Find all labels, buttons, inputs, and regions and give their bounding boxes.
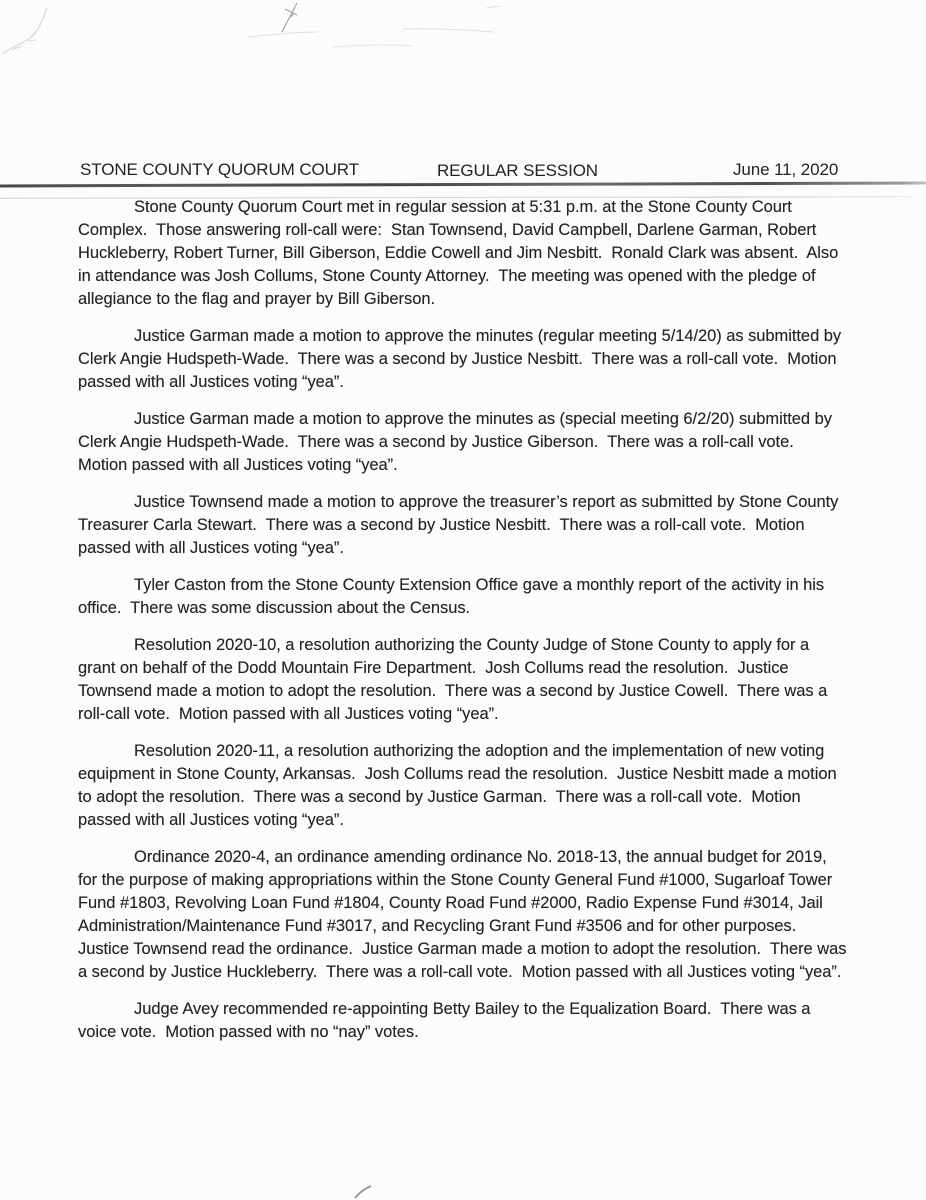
paragraph-ordinance-2020-4: Ordinance 2020-4, an ordinance amending ordinance No. 2018-13, the annual budget for 2019, for the purpose of making appropriations within the Stone County General Fund #1000, Sugarloaf Tower Fund #1803, Revolving Loan Fund #1804, County Road Fund #2000, Radio Expense Fund #3014, Jail Administration/Maintenance Fund #3017, and Recycling Grant Fund #3506 and for other purposes. Justice Townsend read the ordinance. Justice Garman made a motion to adopt the resolution. There was a second by Justice Huckleberry. There was a roll-call vote. Motion passed with all Justices voting “yea”. [78,848,851,981]
scan-hairline-3 [486,6,500,8]
header-date: June 11, 2020 [733,160,839,179]
header-session-type: REGULAR SESSION [437,161,598,180]
header-court-title: STONE COUNTY QUORUM COURT [80,160,359,179]
paragraph-extension-office: Tyler Caston from the Stone County Extension Office gave a monthly report of the activity in his office. There was some discussion about the Census. [78,576,829,617]
paragraph-minutes-special: Justice Garman made a motion to approve the minutes as (special meeting 6/2/20) submitted by Clerk Angie Hudspeth-Wade. There was a second by Justice Giberson. There was a roll-call vote. Motion passed with all Justices voting “yea”. [78,410,837,474]
paragraph-minutes-regular: Justice Garman made a motion to approve the minutes (regular meeting 5/14/20) as submitted by Clerk Angie Hudspeth-Wade. There was a second by Justice Nesbitt. There was a roll-call vote. Motion passed with all Justices voting “yea”. [78,327,846,391]
scan-mark-bottom [355,1186,371,1198]
paragraph-resolution-2020-11: Resolution 2020-11, a resolution authorizing the adoption and the implementation of new voting equipment in Stone County, Arkansas. Josh Collums read the resolution. Justice Nesbitt made a motion to adopt the resolution. There was a second by Justice Garman. There was a roll-call vote. Motion passed with all Justices voting “yea”. [78,742,842,829]
scan-mark-top-left-dash [12,40,36,50]
paragraph-equalization-board: Judge Avey recommended re-appointing Betty Bailey to the Equalization Board. There was a voice vote. Motion passed with no “nay” votes. [78,1000,815,1041]
paragraph-treasurer-report: Justice Townsend made a motion to approve the treasurer’s report as submitted by Stone County Treasurer Carla Stewart. There was a second by Justice Nesbitt. There was a roll-call vote. Motion passed with all Justices voting “yea”. [78,493,843,557]
paragraph-roll-call: Stone County Quorum Court met in regular session at 5:31 p.m. at the Stone County Court Complex. Those answering roll-call were: Stan Townsend, David Campbell, Darlene Garman, Robert Huckleberry, Robert Turner, Bill Giberson, Eddie Cowell and Jim Nesbitt. Ronald Clark was absent. Also in attendance was Josh Collums, Stone County Attorney. The meeting was opened with the pledge of allegiance to the flag and prayer by Bill Giberson. [78,198,843,308]
scan-hairline-2 [332,45,412,47]
paragraph-resolution-2020-10: Resolution 2020-10, a resolution authorizing the County Judge of Stone County to apply for a grant on behalf of the Dodd Mountain Fire Department. Josh Collums read the resolution. Justice Townsend made a motion to adopt the resolution. There was a second by Justice Cowell. There was a roll-call vote. Motion passed with all Justices voting “yea”. [78,636,832,723]
scan-mark-top-center [282,3,297,32]
scan-mark-top-left [2,8,47,54]
minutes-body [78,196,850,1058]
header-divider-line [0,182,926,188]
document-header [0,160,926,182]
scan-hairline-1 [248,29,494,37]
